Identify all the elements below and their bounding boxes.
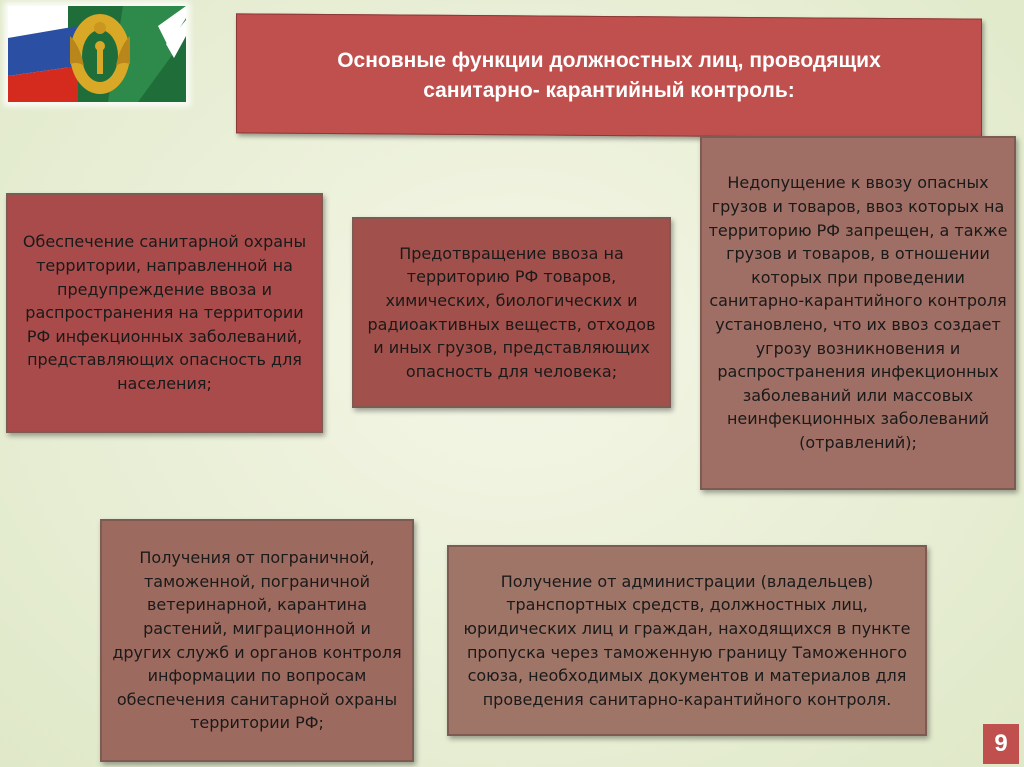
function-box-hazardous-goods xyxy=(700,136,1016,490)
title-banner xyxy=(236,13,982,138)
function-text: Недопущение к ввозу опасных грузов и товаров, ввоз которых на территорию РФ запрещен, а также грузов и товаров, в отношении которых при проведении санитарно-карантийного контроля установлено, что их ввоз создает угрозу возникновения и распространения инфекционных заболеваний или массовых неинфекционных заболеваний (отравлений); xyxy=(708,173,1008,452)
function-text: Предотвращение ввоза на территорию РФ товаров, химических, биологических и радиоактивных веществ, отходов и иных грузов, представляющих опасность для человека; xyxy=(367,243,656,381)
title-line-2: санитарно- карантийный контроль: xyxy=(423,79,795,102)
function-box-information-from-services xyxy=(100,519,414,762)
function-box-sanitary-protection xyxy=(6,193,323,433)
page-number: 9 xyxy=(983,724,1019,764)
function-box-prevent-import xyxy=(352,217,671,408)
function-text: Получение от администрации (владельцев) транспортных средств, должностных лиц, юридических лиц и граждан, находящихся в пункте пропуска через таможенную границу Таможенного союза, необходимых документов и материалов для проведения санитарно-карантийного контроля. xyxy=(463,571,911,709)
function-text: Получения от пограничной, таможенной, пограничной ветеринарной, карантина растений, миграционной и других служб и органов контроля информации по вопросам обеспечения санитарной охраны территории РФ; xyxy=(112,548,402,733)
customs-emblem-icon xyxy=(8,6,186,102)
title-line-1: Основные функции должностных лиц, проводящих xyxy=(337,49,881,72)
function-box-documents-from-administration xyxy=(447,545,927,736)
slide-title xyxy=(289,46,929,106)
customs-emblem xyxy=(8,6,186,102)
function-text: Обеспечение санитарной охраны территории, направленной на предупреждение ввоза и распространения на территории РФ инфекционных заболеваний, представляющих опасность для населения; xyxy=(22,232,307,393)
